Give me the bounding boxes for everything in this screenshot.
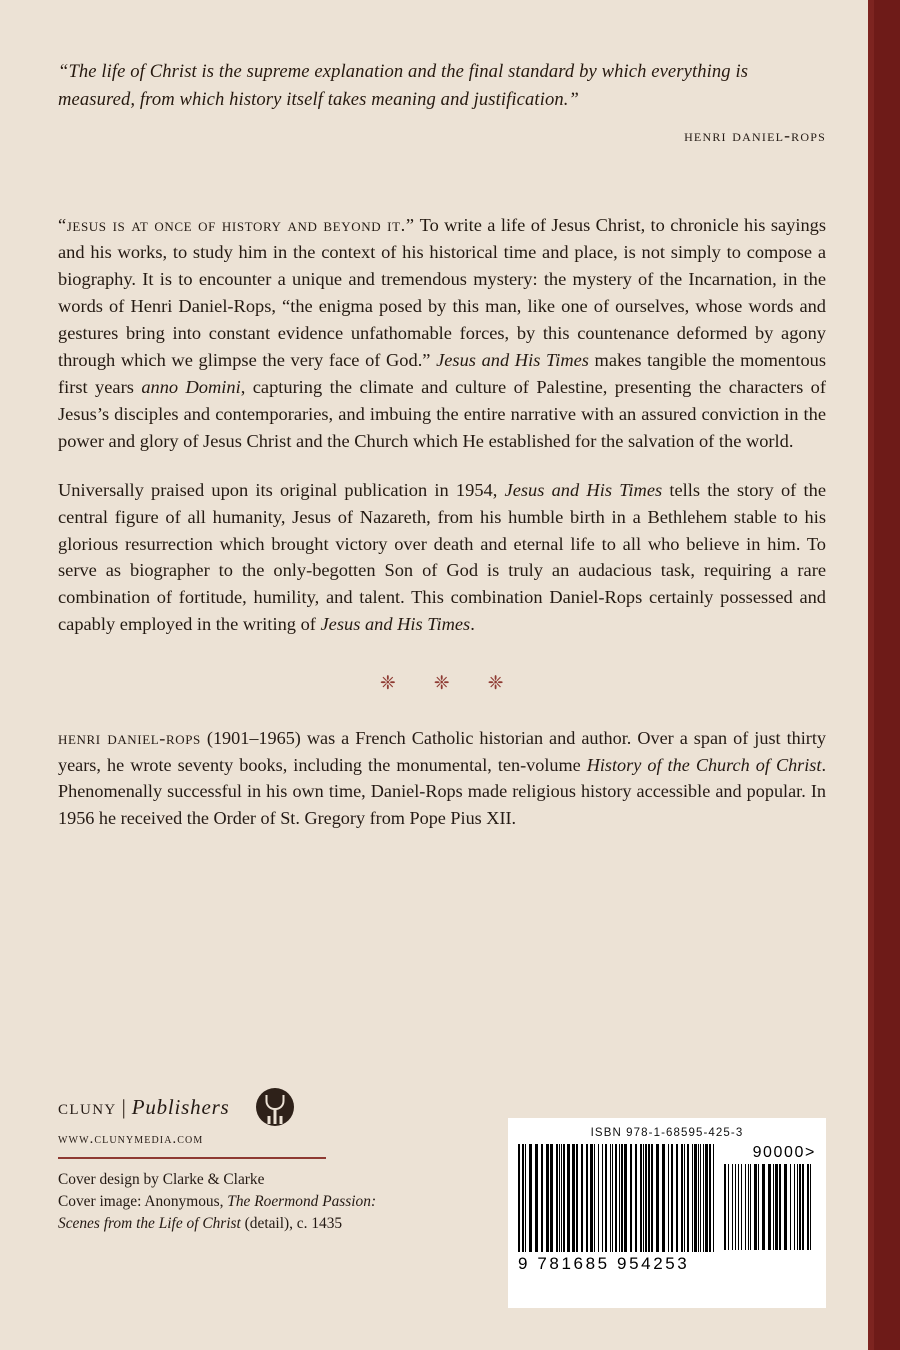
blurb-p2-text-b: tells the story of the central figure of all humanity, Jesus of Nazareth, from his humble birth in a Bethlehem stable to his glorious resurrection which brought victory over death and eternal life to all who believe in him. To serve as biographer to the only-begotten Son of God is truly an audacious task, requiring a rare combination of fortitude, humility, and talent. This combination Daniel-Rops certainly possessed and capably employed in the writing of bbox=[58, 479, 826, 635]
book-title-inline-2: Jesus and His Times bbox=[504, 479, 663, 500]
epigraph bbox=[58, 58, 826, 146]
author-bio-paragraph bbox=[58, 725, 826, 831]
latin-phrase: anno Domini bbox=[141, 376, 241, 397]
epigraph-attribution: henri daniel-rops bbox=[684, 125, 826, 146]
barcode-rows bbox=[518, 1144, 816, 1274]
book-title-inline-1: Jesus and His Times bbox=[436, 349, 589, 370]
blurb-lead-in: “jesus is at once of history and beyond it.” bbox=[58, 215, 415, 236]
isbn-label: ISBN 978-1-68595-425-3 bbox=[590, 1127, 744, 1139]
ean5-digits: 90000> bbox=[752, 1144, 816, 1161]
blurb-p1-text-b: makes tangible the momentous first years bbox=[58, 349, 826, 397]
cover-credits bbox=[58, 1169, 418, 1236]
blurb-paragraph-1 bbox=[58, 212, 826, 455]
author-work-title: History of the Church of Christ bbox=[586, 754, 822, 775]
blurb-p2-text-a: Universally praised upon its original publication in 1954, bbox=[58, 479, 505, 500]
credit-image bbox=[58, 1191, 418, 1236]
ornament-icon-3: ❈ bbox=[487, 673, 505, 695]
author-bio-text-b: . Phenomenally successful in his own time, Daniel-Rops made religious history accessible and popular. In 1956 he received the Order of St. Gregory from Pope Pius XII. bbox=[58, 754, 826, 828]
ornament-divider bbox=[58, 672, 826, 695]
credit-design: Cover design by Clarke & Clarke bbox=[58, 1170, 265, 1188]
imprint-kind: Publishers bbox=[131, 1094, 230, 1119]
imprint-divider: | bbox=[121, 1094, 127, 1119]
author-name: henri daniel-rops bbox=[58, 728, 201, 749]
publisher-website[interactable]: www.clunymedia.com bbox=[58, 1131, 204, 1147]
publisher-imprint bbox=[58, 1095, 230, 1120]
cover-footer bbox=[58, 1088, 826, 1308]
ean13-bars bbox=[518, 1144, 716, 1252]
barcode-block bbox=[508, 1118, 826, 1308]
spine-strip bbox=[874, 0, 900, 1350]
epigraph-quote: “The life of Christ is the supreme explanation and the final standard by which everything is measured, from which history itself takes meaning and justification.” bbox=[58, 61, 749, 110]
credit-image-title: The Roermond Passion: Scenes from the Life of Christ bbox=[58, 1192, 377, 1233]
blurb-paragraph-2 bbox=[58, 477, 826, 639]
ean5-bars bbox=[724, 1164, 816, 1250]
blurb-p1-text-c: , capturing the climate and culture of Palestine, presenting the characters of Jesus’s disciples and contemporaries, and imbuing the entire narrative with an assured conviction in the power and glory of Jesus Christ and the Church which He established for the salvation of the world. bbox=[58, 376, 826, 451]
ornament-icon-1: ❈ bbox=[379, 673, 397, 695]
chalice-icon bbox=[256, 1088, 294, 1126]
footer-divider-rule bbox=[58, 1157, 326, 1159]
book-title-inline-3: Jesus and His Times bbox=[320, 614, 471, 635]
author-bio bbox=[58, 725, 826, 831]
blurb bbox=[58, 212, 826, 638]
credit-image-prefix: Cover image: Anonymous, bbox=[58, 1192, 228, 1210]
blurb-p1-text-a: To write a life of Jesus Christ, to chronicle his sayings and his works, to study him in the context of his historical time and place, is not simply to compose a biography. It is to encounter a unique and tremendous mystery: the mystery of the Incarnation, in the words of Henri Daniel-Rops, “the enigma posed by this man, like one of ourselves, whose words and gestures bring into constant evidence unfathomable forces, by this countenance deformed by agony through which we glimpse the very face of God.” bbox=[58, 215, 827, 370]
ornament-icon-2: ❈ bbox=[433, 673, 451, 695]
ean13-digits: 9 781685 954253 bbox=[518, 1254, 690, 1273]
author-bio-text-a: (1901–1965) was a French Catholic historian and author. Over a span of just thirty years, he wrote seventy books, including the monumental, ten-volume bbox=[58, 728, 827, 775]
blurb-p2-text-c: . bbox=[470, 614, 475, 635]
ean5-addon bbox=[724, 1144, 816, 1250]
credit-image-suffix: (detail), c. 1435 bbox=[240, 1215, 343, 1233]
ean13-barcode bbox=[518, 1144, 716, 1274]
imprint-name: cluny bbox=[58, 1094, 117, 1119]
